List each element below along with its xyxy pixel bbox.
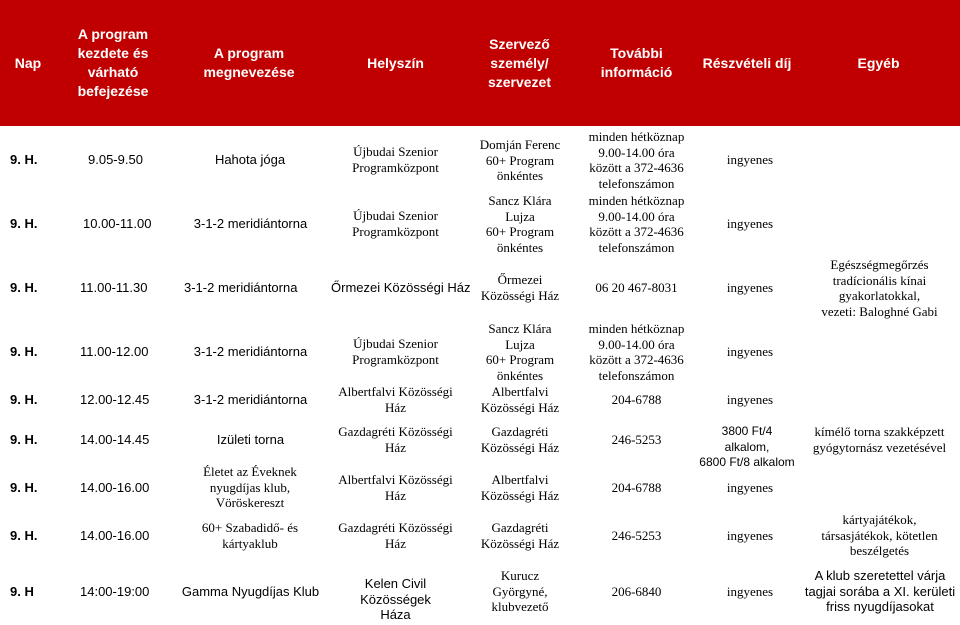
- row-7-program: 60+ Szabadidő- és kártyaklub: [201, 520, 299, 551]
- row-2-info: 06 20 467-8031: [595, 280, 678, 295]
- row-8-program: Gamma Nyugdíjas Klub: [181, 584, 320, 599]
- organizer-domjan: Domján Ferenc 60+ Program önkéntes: [479, 137, 561, 183]
- row-8-location: Kelen Civil Közösségek Háza: [360, 576, 431, 622]
- row-4-program: 3-1-2 meridiántorna: [193, 392, 308, 407]
- row-6-location: Albertfalvi Közösségi Ház: [338, 472, 453, 503]
- row-7-organizer: Gazdagréti Közösségi Ház: [480, 520, 560, 551]
- row-2-fee: ingyenes: [726, 280, 774, 295]
- header-other: Egyéb: [857, 54, 900, 71]
- header-fee: Részvételi díj: [702, 54, 792, 71]
- row-6-program: Életet az Éveknek nyugdíjas klub, Vöröskereszt: [203, 464, 297, 510]
- row-2-day: 9. H.: [10, 280, 38, 295]
- row-4-day: 9. H.: [10, 392, 38, 407]
- row-0-program: Hahota jóga: [214, 152, 286, 167]
- row-1-program: 3-1-2 meridiántorna: [193, 216, 308, 231]
- header-time: A program kezdete és várható befejezése: [77, 26, 149, 99]
- row-4-organizer: Albertfalvi Közösségi Ház: [480, 384, 560, 415]
- row-5-program: Izületi torna: [216, 432, 285, 447]
- row-3-time: 11.00-12.00: [80, 344, 149, 359]
- row-0-time: 9.05-9.50: [88, 152, 143, 167]
- organizer-sancz-a: Sancz Klára Lujza 60+ Program önkéntes: [485, 193, 555, 255]
- row-6-time: 14.00-16.00: [80, 480, 150, 495]
- row-7-time: 14.00-16.00: [80, 528, 150, 543]
- row-1-fee: ingyenes: [726, 216, 774, 231]
- row-4-location: Albertfalvi Közösségi Ház: [338, 384, 453, 415]
- row-6-fee: ingyenes: [726, 480, 774, 495]
- row-4-info: 204-6788: [611, 392, 662, 407]
- header-location: Helyszín: [367, 54, 424, 71]
- row-2-program: 3-1-2 meridiántorna: [184, 280, 298, 295]
- row-8-fee: ingyenes: [726, 584, 774, 599]
- row-5-other: kímélő torna szakképzett gyógytornász vezetésével: [812, 424, 947, 455]
- row-8-time: 14:00-19:00: [80, 584, 150, 599]
- header-organizer: Szervező személy/ szervezet: [487, 35, 552, 90]
- row-1-day: 9. H.: [10, 216, 38, 231]
- row-0-day: 9. H.: [10, 152, 38, 167]
- row-2-time: 11.00-11.30: [80, 280, 148, 295]
- location-ujbuda-c: Újbudai Szenior Programközpont: [352, 336, 439, 367]
- row-2-organizer: Őrmezei Közösségi Ház: [480, 272, 560, 303]
- row-5-organizer: Gazdagréti Közösségi Ház: [480, 424, 560, 455]
- row-7-location: Gazdagréti Közösségi Ház: [338, 520, 453, 551]
- header-program: A program megnevezése: [203, 45, 295, 80]
- other-egeszseg: Egészségmegőrzés tradícionális kínai gyakorlatokkal, vezeti: Baloghné Gabi: [821, 257, 938, 319]
- row-1-time: 10.00-11.00: [83, 216, 152, 231]
- row-5-day: 9. H.: [10, 432, 38, 447]
- header-day: Nap: [14, 54, 42, 71]
- row-5-info: 246-5253: [611, 432, 662, 447]
- other-kartya: kártyajátékok, társasjátékok, kötetlen beszélgetés: [821, 512, 938, 558]
- row-8-other: A klub szeretettel várja tagjai sorába a XI. kerületi friss nyugdíjasokat: [804, 568, 956, 614]
- row-8-day: 9. H: [10, 584, 34, 599]
- row-8-info: 206-6840: [611, 584, 662, 599]
- row-3-program: 3-1-2 meridiántorna: [193, 344, 308, 359]
- row-2-location: Őrmezei Közösségi Ház: [331, 280, 471, 295]
- location-ujbuda-a: Újbudai Szenior Programközpont: [352, 144, 439, 175]
- row-6-info: 204-6788: [611, 480, 662, 495]
- row-5-time: 14.00-14.45: [80, 432, 150, 447]
- header-info: További információ: [600, 45, 673, 80]
- row-4-time: 12.00-12.45: [80, 392, 150, 407]
- row-5-fee: 3800 Ft/4 alkalom, 6800 Ft/8 alkalom: [699, 424, 795, 469]
- info-hetkoznap-c: minden hétköznap 9.00-14.00 óra között a 372-4636 telefonszámon: [588, 321, 685, 383]
- row-5-location: Gazdagréti Közösségi Ház: [338, 424, 453, 455]
- row-7-day: 9. H.: [10, 528, 38, 543]
- row-7-fee: ingyenes: [726, 528, 774, 543]
- organizer-sancz-b: Sancz Klára Lujza 60+ Program önkéntes: [485, 321, 555, 383]
- info-hetkoznap-b: minden hétköznap 9.00-14.00 óra között a 372-4636 telefonszámon: [588, 193, 685, 255]
- row-0-fee: ingyenes: [726, 152, 774, 167]
- location-ujbuda-b: Újbudai Szenior Programközpont: [352, 208, 439, 239]
- row-6-organizer: Albertfalvi Közösségi Ház: [480, 472, 560, 503]
- row-3-day: 9. H.: [10, 344, 38, 359]
- fee-merged-c: ingyenes: [726, 344, 774, 359]
- row-8-organizer: Kurucz Györgyné, klubvezető: [491, 568, 549, 614]
- row-4-fee: ingyenes: [726, 392, 774, 407]
- row-6-day: 9. H.: [10, 480, 38, 495]
- info-hetkoznap-a: minden hétköznap 9.00-14.00 óra között a 372-4636 telefonszámon: [588, 129, 685, 191]
- row-7-info: 246-5253: [611, 528, 662, 543]
